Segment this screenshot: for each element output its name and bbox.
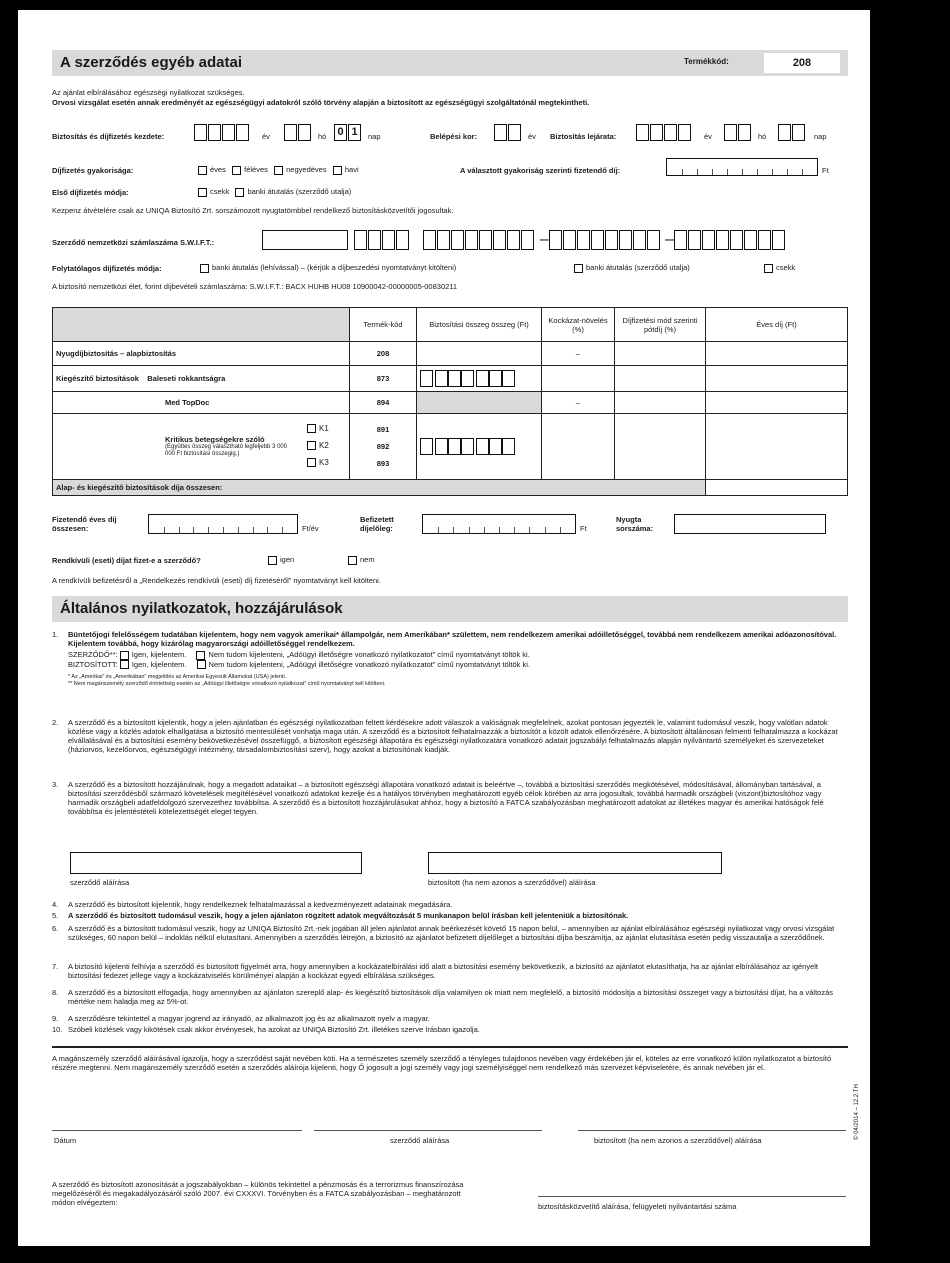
statement-3 <box>52 780 842 816</box>
start-year-boxes[interactable] <box>194 124 250 142</box>
first-payment-options <box>198 187 351 197</box>
product-code-label: Termékkód: <box>684 57 729 66</box>
statement-3-text: A szerződő és a biztosított hozzájárulnak, hogy a megadott adataikat – a biztosított egészségi állapotára vonatkozó adatait is beleértve –, továbbá a biztosítási szerződés megkötésével, módosításával, állományban tartásával, a biztosítási szerződésből származó követelések megítélésével vonatkozó adatokat kezelje és a hatályos törvényben meghatározott egyéb célok körében az arra jogosultak, továbbá harmadik országbeli (viszont)biztosítóhoz vagy harmadik országbeli adatfeldolgozó szervezethez továbbítsa. A szerződő és a biztosított hozzájárulásukat ahhoz, hogy a biztosító a FATCA szabályozásban meghatározott adatokat az illetékes magyar és amerikai hatóságok felé továbbítsa és jelentéstételi kötelezettségét eleget tegyen. <box>68 780 824 816</box>
chosen-fee-field[interactable] <box>666 158 818 176</box>
expiry-label: Biztosítás lejárata: <box>550 132 617 141</box>
table-row-accident <box>53 366 848 392</box>
row-crit-codes <box>350 414 417 480</box>
supp-label: Kiegészítő biztosítások <box>56 374 139 383</box>
contractor-sign-line <box>314 1130 542 1131</box>
statement-9-text: A szerződésre tekintettel a magyar jogrend az irányadó, az alkalmazott jog és az alkalmazott nyelv a magyar. <box>68 1014 430 1023</box>
statement-1 <box>52 630 842 688</box>
frequency-checkbox-quarter[interactable] <box>274 166 283 175</box>
field-tick <box>757 169 758 175</box>
day-digit-1[interactable]: 0 <box>334 124 347 141</box>
field-tick <box>742 169 743 175</box>
th-surcharge: Díjfizetési mód szerinti pótdíj (%) <box>615 308 706 342</box>
statement-1-text: Büntetőjogi felelősségem tudatában kijelentem, hogy nem vagyok amerikai* állampolgár, nem Amerikában* születtem, nem rendelkezem amerikai adóilletőséggel, továbbá nem rendelkezem amerikai adóazonosítóval. Kijelentem továbbá, hogy kizárólag magyarországi adóilletőséggel rendelkezem. <box>68 630 837 648</box>
divider <box>52 1046 848 1048</box>
frequency-opt-semi: féléves <box>244 165 268 174</box>
row-crit-surcharge[interactable] <box>615 414 706 480</box>
contractor-no-checkbox[interactable] <box>196 651 205 660</box>
row-base-surcharge[interactable] <box>615 342 706 366</box>
crit-opt-k1: K1 <box>319 424 329 433</box>
continuous-checkbox-3[interactable] <box>764 264 773 273</box>
extra-payment-question: Rendkívüli (eseti) díjat fizet-e a szerződő? <box>52 556 201 565</box>
row-crit-sum[interactable] <box>417 414 542 480</box>
section-header-general <box>52 596 848 622</box>
date-line <box>52 1130 302 1131</box>
insured-label: BIZTOSÍTOTT: <box>68 659 118 669</box>
statement-3-number: 3. <box>52 780 59 789</box>
table-row-sum <box>53 480 848 496</box>
statement-10-number: 10. <box>52 1025 63 1034</box>
statement-8-text: A szerződő és a biztosított elfogadja, hogy amennyiben az ajánlaton szereplő alap- és kiegészítő biztosítások díja valamilyen ok miatt nem megfelelő, a biztosító módosítja a biztosítási összeget vagy a biztosítási díjat, ha a változás mértéke nem haladja meg az 5%-ot. <box>68 988 833 1006</box>
side-code: © 04/2014 – 12.2.TH <box>854 1084 860 1140</box>
continuous-opt1-label: banki átutalás (lehívással) – (kérjük a díjbeszedési nyomtatványt kitölteni) <box>212 263 457 272</box>
frequency-label: Díjfizetés gyakorisága: <box>52 166 134 175</box>
statement-4-number: 4. <box>52 900 59 909</box>
footnote-1: * Az „Amerikai” és „Amerikában” megjelölés az Amerikai Egyesült Államokat (USA) jelenti. <box>68 674 287 681</box>
frequency-opt-annual: éves <box>210 165 226 174</box>
statement-8-number: 8. <box>52 988 59 997</box>
statement-6-text: A szerződő és a biztosított tudomásul veszik, hogy az UNIQA Biztosító Zrt.-nek jogában áll jelen ajánlatot annak beérkezését követő 15 napon belül, – amennyiben az ajánlat elbírálásához egészségi nyilatkozat vagy orvosi vizsgálat szükséges, 60 napon belül – indoklás nélkül elutasítani. Amennyiben a szerződés létrejön, a biztosító az ajánlatot befizetett díjelőleget a biztosítási díjba beszámítja, az ajánlat elutasítása esetén pedig visszautalja a szerződőnek. <box>68 924 835 942</box>
insured-yes-checkbox[interactable] <box>120 660 129 669</box>
crit-code-2: 892 <box>376 442 390 451</box>
field-tick <box>208 527 209 533</box>
crit-options <box>307 420 329 471</box>
product-code-value: 208 <box>764 53 840 73</box>
statement-1-contractor <box>68 650 842 660</box>
agent-sign-line <box>538 1196 846 1197</box>
first-payment-checkbox-cheque[interactable] <box>198 188 207 197</box>
field-tick <box>164 527 165 533</box>
statement-1-insured <box>68 660 842 670</box>
statement-4-text: A szerződő és biztosított kijelentik, hogy rendelkeznek felhatalmazással a kedvezményezett adatainak megadására. <box>68 900 453 909</box>
th-sum: Biztosítási összeg összeg (Ft) <box>417 308 542 342</box>
statement-5 <box>52 911 842 920</box>
agent-sign-label: biztosításközvetítő aláírása, felügyeleti nyilvántartási száma <box>538 1202 737 1211</box>
row-supp-surcharge[interactable] <box>615 366 706 392</box>
frequency-opt-monthly: havi <box>344 165 359 174</box>
field-tick <box>545 527 546 533</box>
swift-field[interactable] <box>262 230 348 250</box>
row-crit-cell <box>53 414 350 480</box>
row-med-surcharge[interactable] <box>615 392 706 414</box>
contractor-no-label: Nem tudom kijelenteni, „Adóügyi illetőségre vonatkozó nyilatkozatot” című nyomtatványt töltök ki. <box>208 650 530 659</box>
form-page <box>18 10 870 1246</box>
expiry-day-label: nap <box>814 132 827 141</box>
statement-8 <box>52 988 842 1006</box>
first-payment-opt-cheque: csekk <box>210 187 230 196</box>
continuous-checkbox-1[interactable] <box>200 264 209 273</box>
th-annual: Éves díj (Ft) <box>706 308 848 342</box>
statement-9-number: 9. <box>52 1014 59 1023</box>
insured-signature-label: biztosított (ha nem azonos a szerződővel) aláírása <box>428 878 596 887</box>
field-tick <box>682 169 683 175</box>
crit-checkbox-k1[interactable] <box>307 424 316 433</box>
row-sum-label: Alap- és kiegészítő biztosítások díja összesen: <box>53 480 706 496</box>
table-header-empty <box>53 308 350 342</box>
row-crit-risk[interactable] <box>542 414 615 480</box>
annual-total-field[interactable] <box>148 514 298 534</box>
field-tick <box>802 169 803 175</box>
age-year-label: év <box>528 132 536 141</box>
statement-7-text: A biztosító kijelenti felhívja a szerződő és biztosított figyelmét arra, hogy amennyiben a kockázatelbírálási idő alatt a biztosítási esemény bekövetkezik, a biztosító az ajánlatot elutasíthatja, ha az ajánlat elbírálásához az igényelt biztosítási fedezet jellege vagy a kockázatviselés körülményei alapján a kockázat egyedi elbírálása szükséges. <box>68 962 818 980</box>
annual-total-unit: Ft/év <box>302 524 319 533</box>
coverage-table <box>52 307 848 496</box>
statement-10-text: Szóbeli közlések vagy kikötések csak akkor érvényesek, ha azokat az UNIQA Biztosító Zrt. illetékes szerve írásban igazolja. <box>68 1025 480 1034</box>
contractor-signature-label: szerződő aláírása <box>70 878 130 887</box>
entry-age-boxes[interactable] <box>494 124 522 142</box>
paid-field[interactable] <box>422 514 576 534</box>
paid-label: Befizetett díjelőleg: <box>360 515 394 533</box>
field-tick <box>484 527 485 533</box>
chosen-fee-label: A választott gyakoriság szerinti fizetendő díj: <box>460 166 621 175</box>
field-tick <box>727 169 728 175</box>
insured-sign-line <box>578 1130 846 1131</box>
insured-sign-label: biztosított (ha nem azonos a szerződővel) aláírása <box>594 1136 762 1145</box>
field-tick <box>560 527 561 533</box>
field-tick <box>529 527 530 533</box>
frequency-checkbox-semi[interactable] <box>232 166 241 175</box>
cash-note: Kezpenz átvételére csak az UNIQA Biztosító Zrt. sorszámozott nyugtatömbbel rendelkező biztosításközvetítői jogosultak. <box>52 206 454 215</box>
table-row-med <box>53 392 848 414</box>
extra-note: A rendkívüli befizetésről a „Rendelkezés rendkívüli (eseti) díj fizetéséről” nyomtatványt kell kitölteni. <box>52 576 381 585</box>
section-title: A szerződés egyéb adatai <box>60 54 243 71</box>
statement-2-text: A szerződő és a biztosított kijelentik, hogy a jelen ajánlatban és egészségi nyilatkozatban feltett kérdésekre adott válaszok a valóságnak megfelelnek, azokat pontosan jegyezték le, valamint tudomásul veszik, hogy valótlan adatok közlése vagy a közlés adatok elhallgatása a biztosító mentesülését vonhatja maga után. A szerződő és a biztosított felhatalmazzák a biztosítót a közölt adatok ellenőrzésére. A biztosított általánosan felmenti felhatalmazza a kockázat elvállalásával és a biztosítási esemény bekövetkezésével összefüggő, a biztosított egészségi állapotára és egészségi nyilatkozatára vonatkozó adatait jogszabályi felhatalmazás alapján nyilvántartó személyeket és szervezeteket (háziorvos, kezelőorvos, egészségügyi intézmény, társadalombiztosítási szerv), hogy azokat a biztosítónak kiadják. <box>68 718 838 754</box>
table-row-critical <box>53 414 848 480</box>
account-boxes[interactable]: – – <box>354 230 786 250</box>
expiry-year-boxes[interactable] <box>636 124 692 142</box>
expiry-year-label: év <box>704 132 712 141</box>
field-tick <box>499 527 500 533</box>
field-tick <box>179 527 180 533</box>
contractor-label: SZERZŐDŐ**: <box>68 650 118 659</box>
field-tick <box>253 527 254 533</box>
table-row-base <box>53 342 848 366</box>
row-supp-annual[interactable] <box>706 366 848 392</box>
continuous-opt3-label: csekk <box>776 263 796 272</box>
row-base-dash: – <box>542 342 615 366</box>
frequency-opt-quarter: negyedéves <box>286 165 327 174</box>
statement-7-number: 7. <box>52 962 59 971</box>
row-base-annual[interactable] <box>706 342 848 366</box>
closing-statement: A magánszemély szerződő aláírásával igazolja, hogy a szerződést saját nevében köti. Ha a természetes személy szerződő a tényleges tulajdonos nevében vagy érdekében jár el, köteles az erre vonatkozó külön nyilatkozatot a biztosító részére megtenni. Nem magánszemély szerződő esetén a szerződés aláírója kijelenti, hogy Ő jogosult a jogi személy vagy jogi személyiséggel nem rendelkező más szervezet képviseletére, és annak nevében jár el. <box>52 1054 832 1072</box>
contractor-signature-box[interactable] <box>70 852 362 874</box>
statement-2-number: 2. <box>52 718 59 727</box>
crit-code-3: 893 <box>376 459 390 468</box>
statement-9 <box>52 1014 842 1023</box>
statement-7 <box>52 962 842 980</box>
row-crit-note: (Együttes összeg választható legfeljebb 3 000 000 Ft biztosítási összegig.) <box>165 444 288 457</box>
statement-6 <box>52 924 842 942</box>
row-supp-sum[interactable] <box>417 366 542 392</box>
statement-2 <box>52 718 842 754</box>
insured-signature-box[interactable] <box>428 852 722 874</box>
extra-yes <box>268 555 294 565</box>
frequency-checkbox-annual[interactable] <box>198 166 207 175</box>
row-base-code: 208 <box>350 342 417 366</box>
day-digit-2[interactable]: 1 <box>348 124 361 141</box>
paid-unit: Ft <box>580 524 587 533</box>
field-tick <box>223 527 224 533</box>
start-date-label: Biztosítás és díjfizetés kezdete: <box>52 132 165 141</box>
crit-opt-k2: K2 <box>319 441 329 450</box>
row-med-label: Med TopDoc <box>53 392 350 414</box>
crit-opt-k3: K3 <box>319 458 329 467</box>
intro-line-1: Az ajánlat elbírálásához egészségi nyilatkozat szükséges. <box>52 88 245 97</box>
continuous-opt2 <box>574 263 690 273</box>
row-crit-annual[interactable] <box>706 414 848 480</box>
year-label: év <box>262 132 270 141</box>
extra-no <box>348 555 375 565</box>
th-risk: Kockázat-növelés (%) <box>542 308 615 342</box>
entry-age-label: Belépési kor: <box>430 132 478 141</box>
contractor-yes-checkbox[interactable] <box>120 651 129 660</box>
continuous-checkbox-2[interactable] <box>574 264 583 273</box>
footnote-2: ** Nem magánszemély szerződő érintettség esetén az „Adóügyi illetőségre vonatkozó nyilatkozat” című nyomtatványt kell kitölteni. <box>68 681 386 688</box>
day-label: nap <box>368 132 381 141</box>
frequency-options <box>198 165 359 175</box>
section-header-other-data <box>52 50 848 76</box>
first-payment-opt-transfer: banki átutalás (szerződő utalja) <box>247 187 352 196</box>
field-tick <box>438 527 439 533</box>
chosen-fee-unit: Ft <box>822 166 829 175</box>
intro-line-2: Orvosi vizsgálat esetén annak eredményét az egészségügyi adatokról szóló törvény alapján a biztosított az egészségügyi szolgáltatónál megtekintheti. <box>52 98 590 107</box>
receipt-field[interactable] <box>674 514 826 534</box>
extra-no-checkbox[interactable] <box>348 556 357 565</box>
statement-10 <box>52 1025 842 1034</box>
month-label: hó <box>318 132 327 141</box>
expiry-month-boxes[interactable] <box>724 124 752 142</box>
row-supp-risk[interactable] <box>542 366 615 392</box>
row-base-sum[interactable] <box>417 342 542 366</box>
insured-no-label: Nem tudom kijelenteni, „Adóügyi illetőségre vonatkozó nyilatkozatot” című nyomtatványt töltök ki. <box>208 659 530 669</box>
row-med-dash: – <box>542 392 615 414</box>
th-code: Termék-kód <box>350 308 417 342</box>
row-med-annual[interactable] <box>706 392 848 414</box>
insured-yes-label: Igen, kijelentem. <box>131 659 187 669</box>
row-supp-code: 873 <box>350 366 417 392</box>
row-crit-label: Kritikus betegségekre szóló <box>165 435 265 444</box>
first-payment-checkbox-transfer[interactable] <box>235 188 244 197</box>
first-payment-label: Első díjfizetés módja: <box>52 188 129 197</box>
statement-5-number: 5. <box>52 911 59 920</box>
insurer-account-note: A biztosító nemzetközi élet, forint díjbevételi számlaszáma: S.W.I.F.T.: BACX HUHB HU08 10900042-00000005-00830211 <box>52 282 458 291</box>
field-tick <box>453 527 454 533</box>
statement-1-number: 1. <box>52 630 59 639</box>
field-tick <box>697 169 698 175</box>
continuous-opt1 <box>200 263 456 273</box>
continuous-label: Folytatólagos díjfizetés módja: <box>52 264 162 273</box>
extra-yes-label: igen <box>280 555 295 564</box>
extra-no-label: nem <box>360 555 375 564</box>
row-med-code: 894 <box>350 392 417 414</box>
field-tick <box>787 169 788 175</box>
extra-yes-checkbox[interactable] <box>268 556 277 565</box>
field-tick <box>238 527 239 533</box>
general-section-title: Általános nyilatkozatok, hozzájárulások <box>60 600 343 617</box>
field-tick <box>469 527 470 533</box>
crit-checkbox-k3[interactable] <box>307 458 316 467</box>
field-tick <box>193 527 194 533</box>
supp-sub-label: Baleseti rokkantságra <box>147 374 226 383</box>
row-supp-label <box>53 366 350 392</box>
start-month-boxes[interactable] <box>284 124 312 142</box>
field-tick <box>712 169 713 175</box>
statement-4 <box>52 900 842 909</box>
statement-6-number: 6. <box>52 924 59 933</box>
date-label: Dátum <box>54 1136 77 1145</box>
intl-account-label: Szerződő nemzetközi számlaszáma S.W.I.F.T.: <box>52 238 215 247</box>
row-base-label: Nyugdíjbiztosítás – alapbiztosítás <box>53 342 350 366</box>
frequency-checkbox-monthly[interactable] <box>333 166 342 175</box>
contractor-yes-label: Igen, kijelentem. <box>131 650 187 659</box>
field-tick <box>772 169 773 175</box>
statement-5-text: A szerződő és biztosított tudomásul veszik, hogy a jelen ajánlaton rögzített adatok megváltozását 5 munkanapon belül írásban kell jelenteniük a biztosítónak. <box>68 911 629 920</box>
continuous-opt2-label: banki átutalás (szerződő utalja) <box>586 263 690 272</box>
row-sum-value[interactable] <box>706 480 848 496</box>
field-tick <box>267 527 268 533</box>
crit-checkbox-k2[interactable] <box>307 441 316 450</box>
start-day-boxes[interactable] <box>334 124 362 141</box>
field-tick <box>282 527 283 533</box>
contractor-sign-label: szerződő aláírása <box>390 1136 450 1145</box>
row-med-sum <box>417 392 542 414</box>
expiry-month-label: hó <box>758 132 767 141</box>
field-tick <box>514 527 515 533</box>
annual-total-label: Fizetendő éves díj összesen: <box>52 515 117 533</box>
expiry-day-boxes[interactable] <box>778 124 806 142</box>
continuous-opt3 <box>764 263 795 273</box>
crit-code-1: 891 <box>376 425 390 434</box>
receipt-label: Nyugta sorszáma: <box>616 515 654 533</box>
insured-no-checkbox[interactable] <box>197 660 206 669</box>
agent-footer-text: A szerződő és biztosított azonosítását a jogszabályokban – különös tekintettel a pénzmosás és a terrorizmus finanszírozása megelőzéséről és megakadályozásáról szóló 2007. évi CXXXVI. Törvényben és a FATCA szabályozásban – meghatározott módon elvégeztem: <box>52 1180 464 1207</box>
